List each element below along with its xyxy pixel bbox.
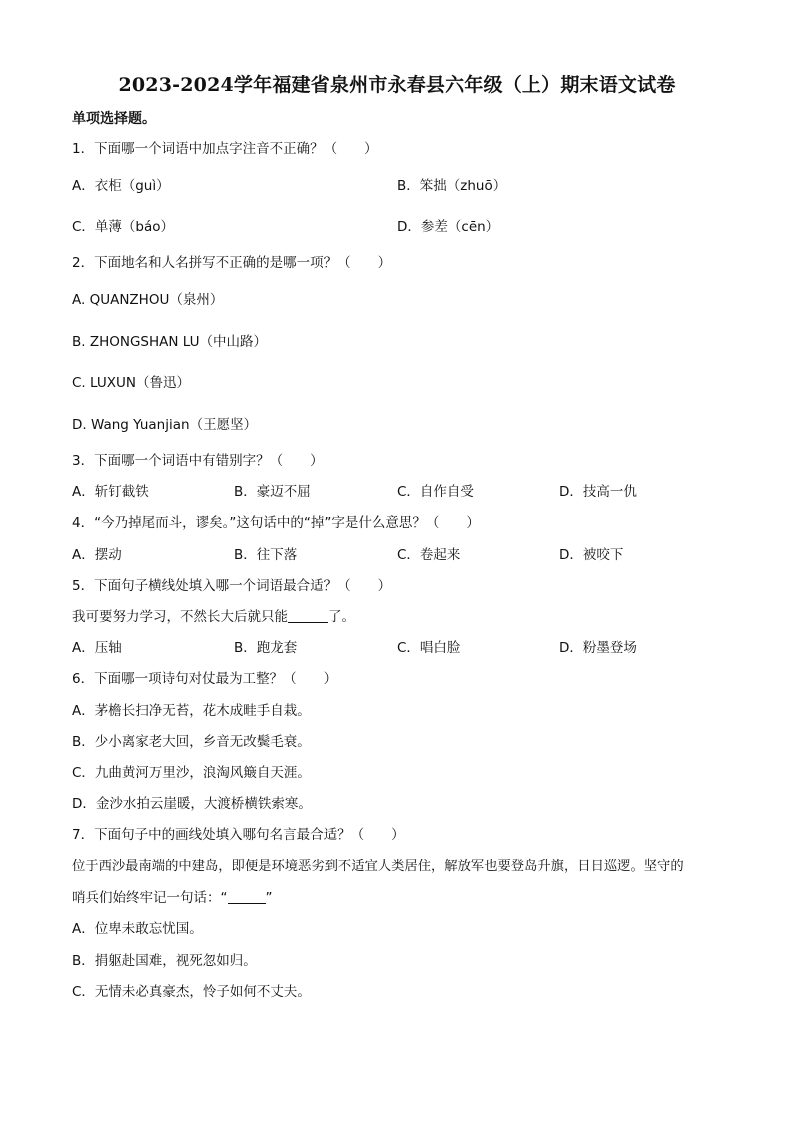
question-6-option-a: A．茅檐长扫净无苔，花木成畦手自栽。 [72, 703, 311, 719]
question-7-passage-line-1: 位于西沙最南端的中建岛，即便是环境恶劣到不适宜人类居住，解放军也要登岛升旗，日日巡逻。坚守的 [72, 859, 684, 874]
fill-blank-line [228, 889, 266, 904]
question-4-option-b: B．往下落 [234, 547, 298, 563]
question-7-passage-after: ” [265, 890, 273, 906]
question-5-option-c: C．唱白脸 [397, 640, 461, 656]
question-1-option-a: A．衣柜（guì） [72, 178, 170, 194]
question-5-stem: 5．下面句子横线处填入哪一个词语最合适？（ ） [72, 578, 392, 594]
question-6-option-c: C．九曲黄河万里沙，浪淘风簸自天涯。 [72, 765, 311, 781]
question-4-stem: 4．“今乃掉尾而斗，谬矣。”这句话中的“掉”字是什么意思？（ ） [72, 515, 480, 531]
question-5-option-a: A．压轴 [72, 640, 122, 656]
question-6-stem: 6．下面哪一项诗句对仗最为工整？（ ） [72, 671, 338, 687]
question-2-stem: 2．下面地名和人名拼写不正确的是哪一项？（ ） [72, 255, 392, 271]
question-4-option-d: D．被咬下 [559, 547, 624, 563]
question-4-option-a: A．摆动 [72, 547, 122, 563]
question-1-option-b: B．笨拙（zhuō） [397, 178, 507, 194]
question-2-option-b: B. ZHONGSHAN LU（中山路） [72, 334, 268, 350]
question-1-option-c: C．单薄（báo） [72, 219, 175, 235]
question-2-option-a: A. QUANZHOU（泉州） [72, 292, 224, 308]
exam-title: 2023-2024学年福建省泉州市永春县六年级（上）期末语文试卷 [118, 74, 676, 96]
question-6-option-d: D．金沙水拍云崖暖，大渡桥横铁索寒。 [72, 796, 312, 812]
question-2-option-d: D. Wang Yuanjian（王愿坚） [72, 417, 258, 433]
question-3-option-d: D．技高一仇 [559, 484, 637, 500]
question-5-sentence-before: 我可要努力学习，不然长大后就只能 [72, 609, 288, 625]
question-1-option-d: D．参差（cēn） [397, 219, 500, 235]
question-6-option-b: B．少小离家老大回，乡音无改鬓毛衰。 [72, 734, 311, 750]
question-7-passage-before: 哨兵们始终牢记一句话：“ [72, 890, 228, 906]
question-7-stem: 7．下面句子中的画线处填入哪句名言最合适？（ ） [72, 827, 405, 843]
question-5-option-b: B．跑龙套 [234, 640, 298, 656]
question-4-option-c: C．卷起来 [397, 547, 461, 563]
question-2-option-c: C. LUXUN（鲁迅） [72, 375, 190, 391]
section-heading: 单项选择题。 [72, 111, 156, 127]
question-5-sentence-after: 了。 [328, 609, 355, 625]
question-3-option-a: A．斩钉截铁 [72, 484, 149, 500]
question-7-option-c: C．无情未必真豪杰，怜子如何不丈夫。 [72, 984, 311, 1000]
question-7-option-a: A．位卑未敢忘忧国。 [72, 921, 203, 937]
question-5-sentence [72, 607, 355, 627]
question-7-option-b: B．捐躯赴国难，视死忽如归。 [72, 953, 257, 969]
question-3-option-b: B．豪迈不屈 [234, 484, 311, 500]
question-5-option-d: D．粉墨登场 [559, 640, 637, 656]
question-7-passage-line-2 [72, 888, 273, 908]
question-3-option-c: C．自作自受 [397, 484, 474, 500]
question-3-stem: 3．下面哪一个词语中有错别字？（ ） [72, 453, 324, 469]
question-1-stem: 1．下面哪一个词语中加点字注音不正确？（ ） [72, 141, 378, 157]
fill-blank-line [288, 608, 328, 623]
